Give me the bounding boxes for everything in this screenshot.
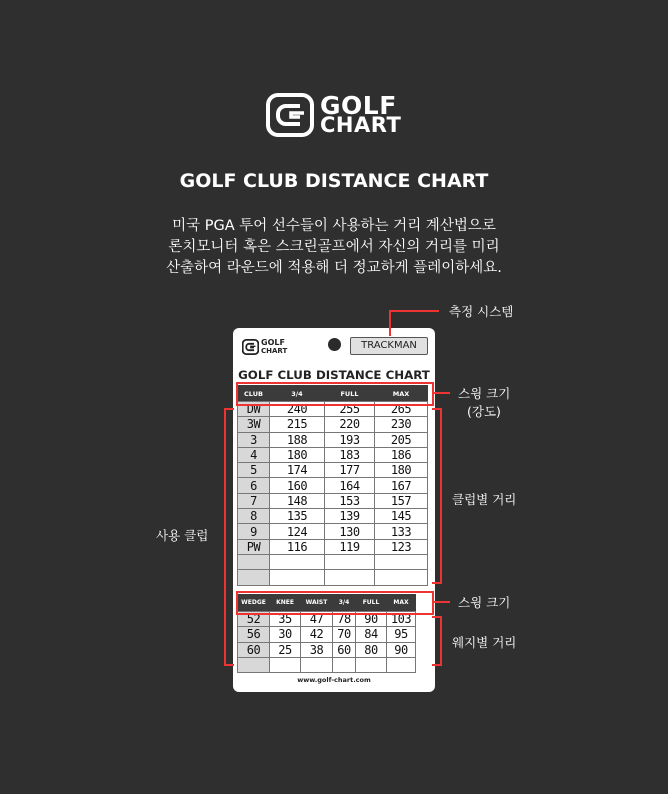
golf-chart-logo bbox=[266, 92, 406, 138]
table-row bbox=[238, 463, 428, 478]
club-cell bbox=[238, 554, 270, 569]
intro-line-1: 미국 PGA 투어 선수들이 사용하는 거리 계산법으로 bbox=[172, 218, 496, 234]
card-logo bbox=[242, 338, 286, 356]
club-cell: 240 bbox=[270, 402, 325, 417]
wedge-swing-size-annotation: 스윙 크기 bbox=[458, 595, 511, 610]
club-cell bbox=[375, 570, 428, 585]
table-row bbox=[238, 447, 428, 462]
wedge-cell: 60 bbox=[333, 642, 356, 657]
club-cell: 265 bbox=[375, 402, 428, 417]
club-cell: 124 bbox=[270, 524, 325, 539]
wedge-cell: 103 bbox=[387, 612, 416, 627]
wedge-cell: 47 bbox=[301, 612, 333, 627]
club-cell: 145 bbox=[375, 509, 428, 524]
table-row bbox=[238, 554, 428, 569]
club-cell bbox=[270, 554, 325, 569]
club-cell: 220 bbox=[325, 417, 375, 432]
club-cell: DW bbox=[238, 402, 270, 417]
wedge-cell: 35 bbox=[270, 612, 301, 627]
club-cell bbox=[238, 570, 270, 585]
wedge-header-cell: WAIST bbox=[301, 595, 333, 611]
table-row bbox=[238, 509, 428, 524]
club-cell bbox=[375, 554, 428, 569]
table-row bbox=[238, 539, 428, 554]
wedge-header-cell: 3/4 bbox=[333, 595, 356, 611]
intro-text bbox=[0, 216, 668, 279]
wedge-cell: 95 bbox=[387, 627, 416, 642]
club-header-cell: CLUB bbox=[238, 386, 270, 402]
table-row bbox=[238, 478, 428, 493]
intro-line-3: 산출하여 라운드에 적용해 더 정교하게 플레이하세요. bbox=[166, 260, 502, 276]
club-cell bbox=[325, 570, 375, 585]
wedge-distance-annotation: 웨지별 거리 bbox=[452, 635, 517, 650]
club-distance-annotation: 클럽별 거리 bbox=[452, 492, 517, 507]
measure-system-pointer-vertical bbox=[389, 310, 391, 336]
golf-chart-logo-mark-icon bbox=[266, 93, 314, 137]
club-cell: 255 bbox=[325, 402, 375, 417]
swing-size-annotation: 스윙 크기 bbox=[458, 386, 511, 401]
wedge-cell bbox=[301, 657, 333, 672]
wedge-cell bbox=[387, 657, 416, 672]
wedge-cell: 70 bbox=[333, 627, 356, 642]
measure-system-label: TRACKMAN bbox=[350, 337, 428, 355]
table-row bbox=[238, 432, 428, 447]
table-row bbox=[238, 524, 428, 539]
club-cell: 188 bbox=[270, 432, 325, 447]
club-cell: 205 bbox=[375, 432, 428, 447]
table-row bbox=[238, 642, 416, 657]
club-header-cell: 3/4 bbox=[270, 386, 325, 402]
wedge-header-cell: KNEE bbox=[270, 595, 301, 611]
club-cell: 3W bbox=[238, 417, 270, 432]
club-header-cell: MAX bbox=[375, 386, 428, 402]
table-row bbox=[238, 493, 428, 508]
club-cell: 8 bbox=[238, 509, 270, 524]
clubs-used-bracket bbox=[224, 408, 234, 666]
wedge-cell: 80 bbox=[356, 642, 387, 657]
swing-size-pointer bbox=[432, 392, 450, 394]
club-table bbox=[237, 401, 428, 586]
card-logo-mark-icon bbox=[242, 339, 259, 355]
wedge-cell: 56 bbox=[238, 627, 270, 642]
club-cell: 180 bbox=[270, 447, 325, 462]
logo-word-golf: GOLF bbox=[320, 91, 397, 120]
wedge-swing-size-pointer bbox=[432, 601, 450, 603]
club-cell: 186 bbox=[375, 447, 428, 462]
club-cell: 133 bbox=[375, 524, 428, 539]
table-row bbox=[238, 570, 428, 585]
club-cell: 6 bbox=[238, 478, 270, 493]
club-cell: 174 bbox=[270, 463, 325, 478]
wedge-header-cell: MAX bbox=[387, 595, 416, 611]
wedge-cell: 25 bbox=[270, 642, 301, 657]
club-cell: 193 bbox=[325, 432, 375, 447]
wedge-cell bbox=[356, 657, 387, 672]
wedge-cell bbox=[238, 657, 270, 672]
wedge-cell: 38 bbox=[301, 642, 333, 657]
wedge-header-cell: WEDGE bbox=[238, 595, 270, 611]
intro-line-2: 론치모니터 혹은 스크린골프에서 자신의 거리를 미리 bbox=[168, 239, 500, 255]
club-cell: 230 bbox=[375, 417, 428, 432]
table-row bbox=[238, 417, 428, 432]
measure-system-pointer-horizontal bbox=[389, 310, 439, 312]
club-cell: 167 bbox=[375, 478, 428, 493]
club-cell: 7 bbox=[238, 493, 270, 508]
club-cell: 157 bbox=[375, 493, 428, 508]
club-distance-bracket bbox=[432, 408, 442, 584]
club-cell: 160 bbox=[270, 478, 325, 493]
swing-size-annotation-sub: (강도) bbox=[467, 404, 501, 419]
club-cell: 9 bbox=[238, 524, 270, 539]
club-cell: 5 bbox=[238, 463, 270, 478]
wedge-cell: 52 bbox=[238, 612, 270, 627]
club-cell: 4 bbox=[238, 447, 270, 462]
club-cell: 180 bbox=[375, 463, 428, 478]
website-url: www.golf-chart.com bbox=[297, 676, 371, 684]
wedge-cell: 84 bbox=[356, 627, 387, 642]
club-cell: 153 bbox=[325, 493, 375, 508]
card-title: GOLF CLUB DISTANCE CHART bbox=[238, 368, 430, 382]
club-cell: 177 bbox=[325, 463, 375, 478]
club-cell: 119 bbox=[325, 539, 375, 554]
punch-hole bbox=[328, 338, 341, 351]
wedge-cell: 90 bbox=[387, 642, 416, 657]
page-title: GOLF CLUB DISTANCE CHART bbox=[179, 170, 489, 192]
wedge-cell: 60 bbox=[238, 642, 270, 657]
club-cell: 135 bbox=[270, 509, 325, 524]
club-cell: 183 bbox=[325, 447, 375, 462]
wedge-distance-bracket bbox=[432, 616, 442, 666]
club-cell: 130 bbox=[325, 524, 375, 539]
wedge-cell: 78 bbox=[333, 612, 356, 627]
wedge-header-cell: FULL bbox=[356, 595, 387, 611]
club-cell: PW bbox=[238, 539, 270, 554]
wedge-cell: 30 bbox=[270, 627, 301, 642]
club-cell bbox=[325, 554, 375, 569]
wedge-cell bbox=[270, 657, 301, 672]
club-cell: 148 bbox=[270, 493, 325, 508]
table-row bbox=[238, 657, 416, 672]
clubs-used-annotation: 사용 클럽 bbox=[156, 528, 209, 543]
wedge-swing-size-highlight-box bbox=[236, 591, 434, 615]
club-header-cell: FULL bbox=[325, 386, 375, 402]
club-cell: 123 bbox=[375, 539, 428, 554]
card-logo-chart: CHART bbox=[261, 347, 288, 355]
wedge-cell bbox=[333, 657, 356, 672]
wedge-cell: 90 bbox=[356, 612, 387, 627]
club-cell: 116 bbox=[270, 539, 325, 554]
club-cell bbox=[270, 570, 325, 585]
wedge-cell: 42 bbox=[301, 627, 333, 642]
swing-size-highlight-box bbox=[236, 382, 434, 406]
club-cell: 164 bbox=[325, 478, 375, 493]
club-cell: 139 bbox=[325, 509, 375, 524]
wedge-table bbox=[237, 611, 416, 673]
table-row bbox=[238, 627, 416, 642]
logo-word-chart: CHART bbox=[320, 113, 402, 137]
card-logo-golf: GOLF bbox=[261, 338, 285, 347]
club-cell: 3 bbox=[238, 432, 270, 447]
club-cell: 215 bbox=[270, 417, 325, 432]
measure-system-annotation: 측정 시스템 bbox=[449, 304, 514, 319]
